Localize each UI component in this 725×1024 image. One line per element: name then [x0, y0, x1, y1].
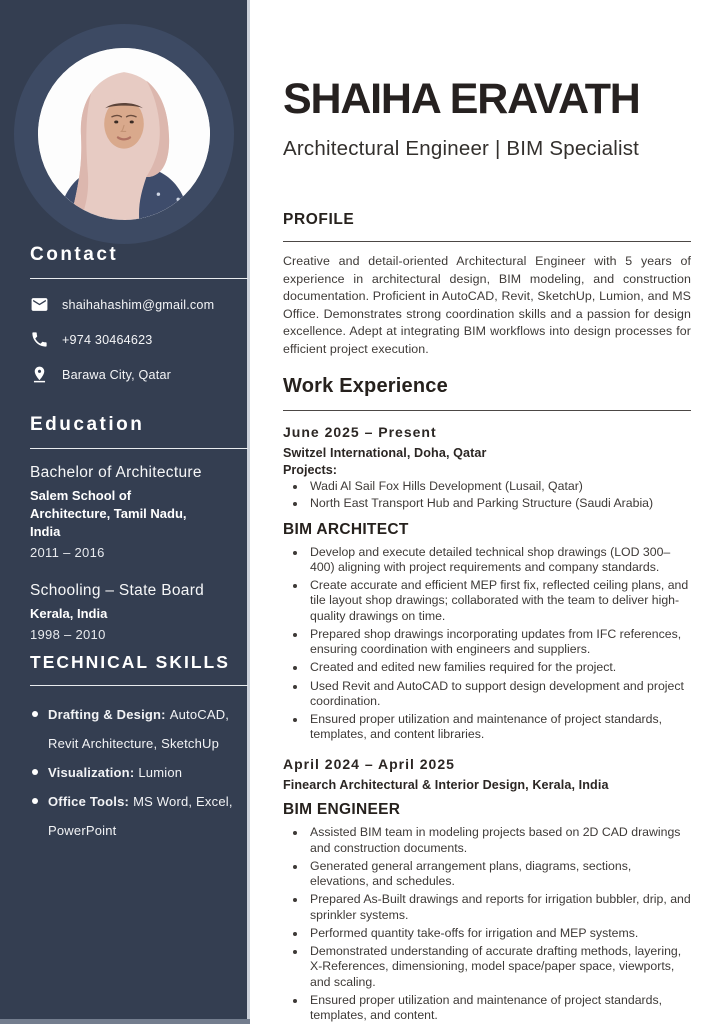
- skill-item: [32, 787, 242, 845]
- contact-section: [30, 244, 242, 384]
- projects-label: Projects:: [283, 462, 337, 477]
- duty-item: • Performed quantity take-offs for irrigation and MEP systems.: [307, 926, 691, 941]
- duty-item: • Create accurate and efficient MEP first fix, reflected ceiling plans, and tile layout shop drawings; collaborated with the team to deliver high-quality drawings on time.: [307, 578, 691, 624]
- job-duties: [283, 545, 691, 743]
- job-duties: [283, 825, 691, 1023]
- job-role: BIM ENGINEER: [283, 801, 401, 819]
- main-column: [253, 0, 725, 1024]
- sidebar-bottom-edge: [0, 1019, 250, 1024]
- skill-item: [32, 700, 242, 758]
- experience-heading: Work Experience: [283, 374, 448, 397]
- sidebar: [0, 0, 250, 1024]
- projects-list: [283, 479, 691, 512]
- education-divider: [30, 448, 248, 449]
- duty-item: • Ensured proper utilization and maintenance of project standards, templates, and content.: [307, 993, 691, 1023]
- contact-phone: +974 30464623: [62, 332, 153, 347]
- job-entry: [283, 756, 691, 1023]
- education-years: 2011 – 2016: [30, 545, 105, 560]
- profile-text: Creative and detail-oriented Architectural Engineer with 5 years of experience in architectural design, BIM modeling, and construction documentation. Proficient in AutoCAD, Revit, SketchUp, Lumion, and MS Office. Demonstrates strong coordination skills and a passion for design excellence. Adept at integrating BIM workflows into design processes for efficient project execution.: [283, 254, 691, 357]
- duty-item: • Prepared As-Built drawings and reports for irrigation bubbler, drip, and sprinkler systems.: [307, 892, 691, 922]
- skill-value: Lumion: [138, 765, 183, 780]
- education-heading: Education: [30, 414, 145, 435]
- duty-item: • Assisted BIM team in modeling projects based on 2D CAD drawings and construction documents.: [307, 825, 691, 855]
- duty-item: • Ensured proper utilization and maintenance of project standards, templates, and content libraries.: [307, 712, 691, 742]
- contact-row-phone: [30, 330, 242, 349]
- contact-location: Barawa City, Qatar: [62, 367, 172, 382]
- experience-divider: [283, 410, 691, 411]
- skill-label: Office Tools:: [48, 794, 130, 809]
- portrait-illustration: [38, 48, 210, 220]
- email-icon: [30, 295, 49, 314]
- project-item: • Wadi Al Sail Fox Hills Development (Lusail, Qatar): [307, 479, 691, 494]
- job-company: Switzel International, Doha, Qatar: [283, 445, 487, 460]
- job-company: Finearch Architectural & Interior Design, Kerala, India: [283, 778, 609, 793]
- skill-label: Drafting & Design:: [48, 707, 166, 722]
- profile-divider: [283, 241, 691, 242]
- education-degree: Schooling – State Board: [30, 582, 205, 599]
- education-school: Salem School of Architecture, Tamil Nadu, India: [30, 488, 187, 539]
- contact-email: shaihahashim@gmail.com: [62, 297, 215, 312]
- job-dates: June 2025 – Present: [283, 423, 437, 440]
- duty-item: • Generated general arrangement plans, diagrams, sections, elevations, and schedules.: [307, 859, 691, 889]
- duty-item: • Created and edited new families required for the project.: [307, 660, 691, 675]
- education-entry: [30, 464, 242, 560]
- candidate-title: Architectural Engineer | BIM Specialist: [283, 137, 640, 160]
- skill-value: AutoCAD, Revit Architecture, SketchUp: [48, 707, 230, 751]
- location-icon: [30, 365, 49, 384]
- contact-row-location: [30, 365, 242, 384]
- skills-list: [30, 700, 242, 845]
- duty-item: • Develop and execute detailed technical shop drawings (LOD 300–400) aligning with project requirements and company standards.: [307, 545, 691, 575]
- profile-heading: PROFILE: [283, 211, 355, 228]
- duty-item: • Used Revit and AutoCAD to support design development and project coordination.: [307, 679, 691, 709]
- duty-item: • Demonstrated understanding of accurate drafting methods, layering, X-References, dimensioning, model space/paper space, viewports, and scaling.: [307, 944, 691, 990]
- education-entry: [30, 582, 242, 642]
- job-role: BIM ARCHITECT: [283, 520, 409, 538]
- contact-heading: Contact: [30, 244, 119, 265]
- education-section: [30, 414, 242, 642]
- phone-icon: [30, 330, 49, 349]
- skills-divider: [30, 685, 248, 686]
- job-dates: April 2024 – April 2025: [283, 756, 455, 773]
- education-school: Kerala, India: [30, 606, 108, 621]
- project-item: • North East Transport Hub and Parking Structure (Saudi Arabia): [307, 496, 691, 511]
- job-entry: [283, 424, 691, 743]
- skill-item: [32, 758, 242, 787]
- skills-section: [30, 652, 242, 845]
- avatar-ring: [14, 24, 234, 244]
- education-years: 1998 – 2010: [30, 627, 106, 642]
- duty-item: • Prepared shop drawings incorporating updates from IFC references, ensuring coordination with engineers and suppliers.: [307, 627, 691, 657]
- skill-label: Visualization:: [48, 765, 135, 780]
- candidate-name: SHAIHA ERAVATH: [283, 75, 640, 123]
- profile-photo: [38, 48, 210, 220]
- contact-row-email: [30, 295, 242, 314]
- skills-heading: TECHNICAL SKILLS: [30, 652, 230, 672]
- contact-divider: [30, 278, 248, 279]
- skill-value: MS Word, Excel, PowerPoint: [48, 794, 233, 838]
- education-degree: Bachelor of Architecture: [30, 464, 202, 481]
